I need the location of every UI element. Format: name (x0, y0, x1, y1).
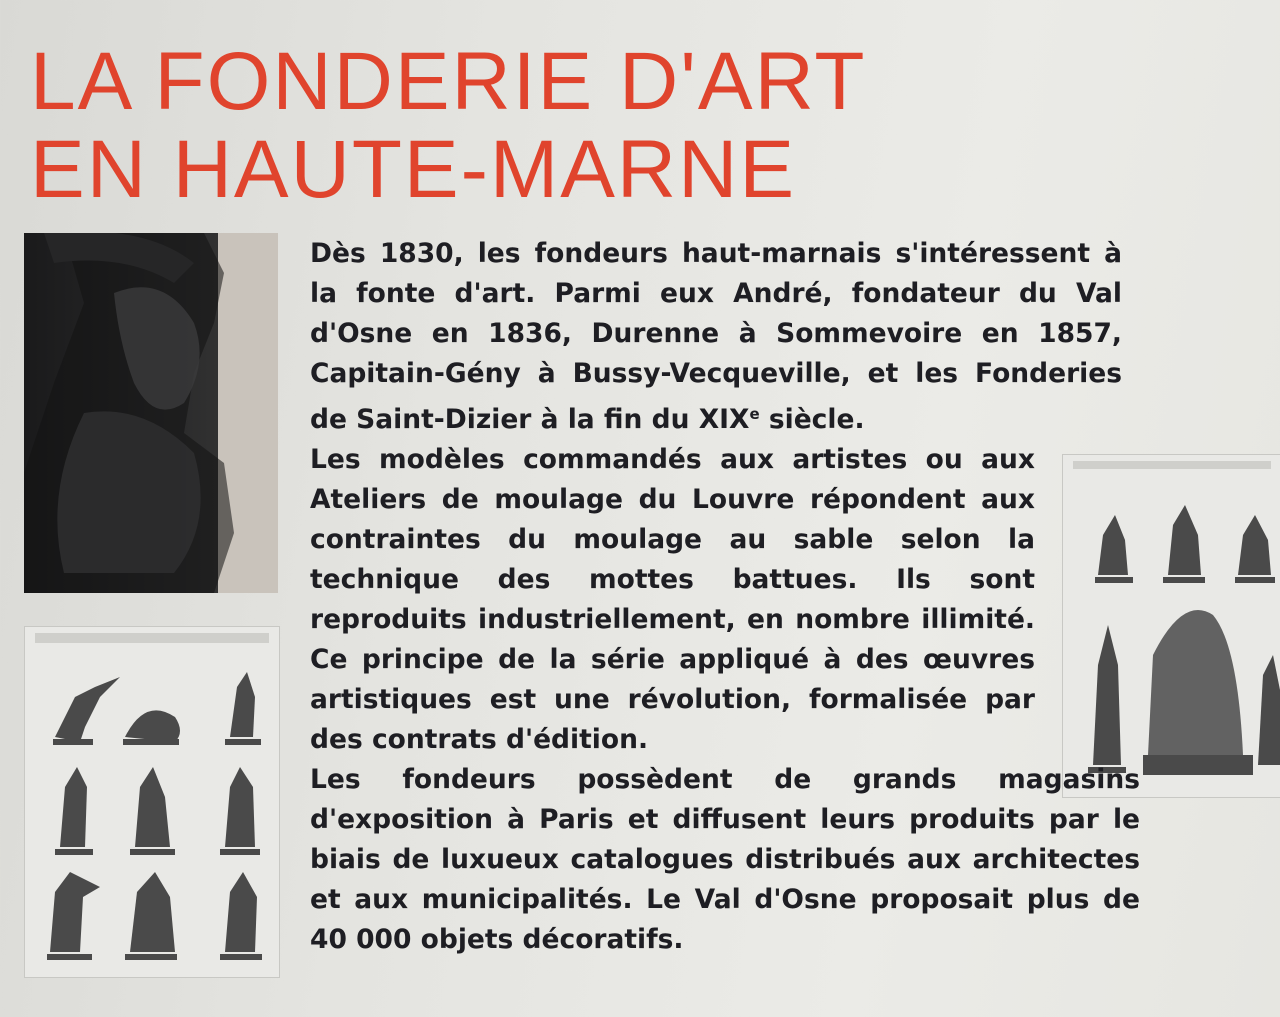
catalogue-page-statues (24, 626, 280, 978)
title-line-1: LA FONDERIE D'ART (30, 36, 867, 127)
statue-silhouette (24, 233, 278, 593)
title-line-2: EN HAUTE-MARNE (30, 124, 797, 215)
paragraph-3: Les fondeurs possèdent de grands magasins d'exposition à Paris et diffusent leurs produits par le biais de luxueux catalogues distribués aux architectes et aux municipalités. Le Val d'Osne proposait plus de 40 000 objets décoratifs. (310, 764, 1140, 955)
panel-title (30, 38, 866, 214)
century-superscript: e (749, 405, 760, 423)
paragraph-2: Les modèles commandés aux artistes ou aux Ateliers de moulage du Louvre répondent aux contraintes du moulage au sable selon la technique des mottes battues. Ils sont reproduits industriellement, en nombre illimité. Ce principe de la série appliqué à des œuvres artistiques est une révolution, formalisée par des contrats d'édition. (310, 444, 1035, 755)
panel-body-text (310, 234, 1140, 960)
paragraph-1-end: siècle. (759, 404, 865, 435)
paragraph-1-text: Dès 1830, les fondeurs haut-marnais s'intéressent à la fonte d'art. Parmi eux André, fondateur du Val d'Osne en 1836, Durenne à Sommevoire en 1857, Capitain-Gény à Bussy-Vecqueville, et les Fonderies de Saint-Dizier à la fin du XIX (310, 238, 1122, 435)
catalogue-statue-figures (25, 627, 279, 977)
paragraph-1 (310, 234, 1122, 440)
bronze-statue-photo (24, 233, 278, 593)
